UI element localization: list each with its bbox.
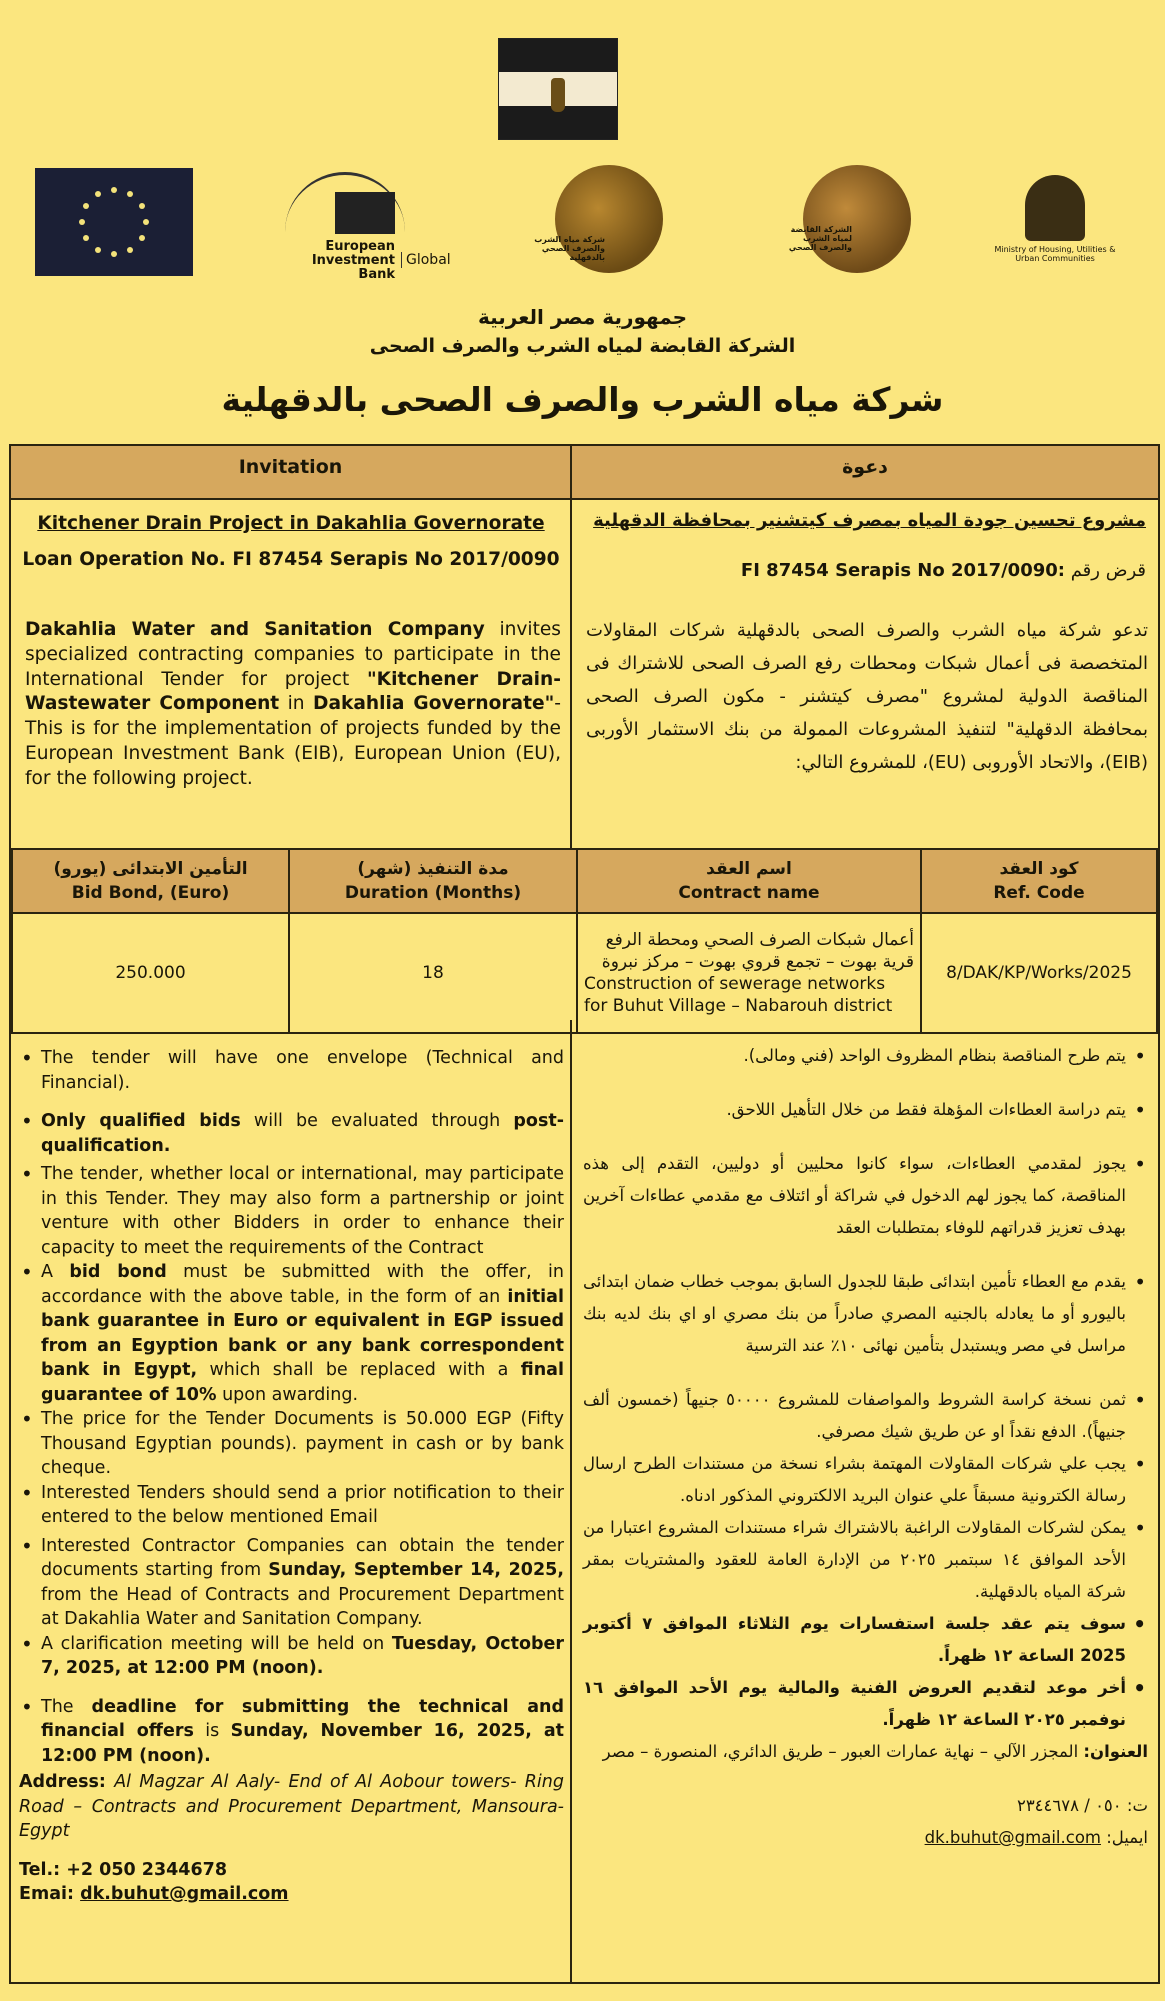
bullet-ar-1: • يتم طرح المناقصة بنظام المظروف الواحد (فني ومالى). [583,1040,1148,1072]
bullet-en-4: • A bid bond must be submitted with the offer, in accordance with the above table, in the form of an initial bank guarantee in Euro or equivalent in EGP issued from an Egyption bank or any bank correspondent bank in Egypt, which shall be replaced with a final guarantee of 10% upon awarding. [19,1260,564,1407]
invitation-label-ar: دعوة [842,456,888,478]
email-link-ar[interactable]: dk.buhut@gmail.com [924,1828,1101,1847]
ministry-housing-logo [985,175,1125,275]
intro-ar: تدعو شركة مياه الشرب والصرف الصحى بالدقهلية شركات المقاولات المتخصصة فى أعمال شبكات ومحطات رفع الصرف الصحى للاشتراك فى المناقصة الدولية لمشروع "مصرف كيتشنر - مكون الصرف الصحى بمحافظة الدقهلية" لتنفيذ المشروعات الممولة من بنك الاستثمار الأوربى (EIB)، والاتحاد الأوروبى (EU)، للمشروع التالي: [586,620,1148,773]
dakahlia-company-logo [803,165,911,273]
cell-bid-bond: 250.000 [12,913,289,1033]
holding-company-caption: شركة مياه الشرب والصرف الصحي بالدقهلية [534,235,605,262]
email-en: Emai: dk.buhut@gmail.com [19,1884,289,1904]
cell-contract-name: أعمال شبكات الصرف الصحي ومحطة الرفع قرية بهوت – تجمع قروي بهوت – مركز نبروة Construction of sewerage networks for Buhut Village – Nabarouh district [577,913,921,1033]
header-contract-name: اسم العقد Contract name [577,849,921,913]
bullet-en-8: • A clarification meeting will be held on Tuesday, October 7, 2025, at 12:00 PM (noon). [19,1632,564,1681]
cell-duration: 18 [289,913,577,1033]
bullet-en-1: • The tender will have one envelope (Technical and Financial). [19,1046,564,1095]
table-row [12,913,1157,1033]
header-line-3: شركة مياه الشرب والصرف الصحى بالدقهلية [221,380,944,419]
header-ref-code: كود العقد Ref. Code [921,849,1157,913]
bullet-en-9: • The deadline for submitting the technical and financial offers is Sunday, November 16, 2025, at 12:00 PM (noon). [19,1695,564,1769]
notice-frame [9,444,1160,1984]
header-line-2: الشركة القابضة لمياه الشرب والصرف الصحى [369,335,796,357]
invitation-label: Invitation [238,456,343,478]
eib-global: Global [401,252,451,268]
bullet-ar-6: • يجب علي شركات المقاولات المهتمة بشراء نسخة من مستندات الطرح ارسال رسالة الكترونية مسبقاً علي عنوان البريد الالكتروني المذكور ادناه. [583,1448,1148,1512]
bullet-ar-8: • سوف يتم عقد جلسة استفسارات يوم الثلاثاء الموافق ٧ أكتوبر 2025 الساعة ١٢ ظهراً. [583,1608,1148,1672]
eib-logo [275,168,455,282]
bullet-ar-9: • أخر موعد لتقديم العروض الفنية والمالية يوم الأحد الموافق ١٦ نوفمبر ٢٠٢٥ الساعة ١٢ ظهراً. [583,1672,1148,1736]
tel-en: Tel.: +2 050 2344678 [19,1859,228,1880]
bullet-en-2: • Only qualified bids will be evaluated through post-qualification. [19,1109,564,1158]
bullet-en-5: • The price for the Tender Documents is 50.000 EGP (Fifty Thousand Egyptian pounds). payment in cash or by bank cheque. [19,1407,564,1481]
eib-name: European Investment Bank [311,239,395,282]
bullet-en-3: • The tender, whether local or international, may participate in this Tender. They may also form a partnership or joint venture with other Bidders in order to enhance their capacity to meet the requirements of the Contract [19,1162,564,1260]
conditions-ar [583,1040,1148,1854]
header-bid-bond: التأمين الابتدائى (يورو) Bid Bond, (Euro) [12,849,289,913]
loan-number-en: Loan Operation No. FI 87454 Serapis No 2017/0090 [22,549,560,570]
header-line-1: جمهورية مصر العربية [477,305,688,329]
bullet-ar-7: • يمكن لشركات المقاولات الراغبة بالاشتراك شراء مستندات المشروع اعتبارا من الأحد الموافق ١٤ سبتمبر ٢٠٢٥ من الإدارة العامة للعقود والمشتريات بمقر شركة المياه بالدقهلية. [583,1512,1148,1608]
bullet-ar-3: • يجوز لمقدمي العطاءات، سواء كانوا محليين أو دوليين، التقدم إلى هذه المناقصة، كما يجوز لهم الدخول في شراكة أو ائتلاف مع مقدمي عطاءات آخرين بهدف تعزيز قدراتهم للوفاء بمتطلبات العقد [583,1148,1148,1244]
table-header-row [12,849,1157,913]
address-ar: العنوان: المجزر الآلي – نهاية عمارات العبور – طريق الدائري، المنصورة – مصر [602,1742,1148,1761]
contract-table [11,848,1158,1034]
cell-ref-code: 8/DAK/KP/Works/2025 [921,913,1157,1033]
header-duration: مدة التنفيذ (شهر) Duration (Months) [289,849,577,913]
bullet-en-7: • Interested Contractor Companies can obtain the tender documents starting from Sunday, September 14, 2025, from the Head of Contracts and Procurement Department at Dakahlia Water and Sanitation Company. [19,1534,564,1632]
email-ar: ايميل: dk.buhut@gmail.com [924,1828,1148,1847]
tel-ar: ت: ٠٥٠ / ٢٣٤٤٦٧٨ [1016,1796,1148,1815]
email-link-en[interactable]: dk.buhut@gmail.com [80,1884,289,1904]
bullet-ar-5: • ثمن نسخة كراسة الشروط والمواصفات للمشروع ٥٠٠٠٠ جنيهاً (خمسون ألف جنيهاً). الدفع نقداً او عن طريق شيك مصرفي. [583,1384,1148,1448]
loan-number-ar: قرض رقم FI 87454 Serapis No 2017/0090: [740,560,1146,581]
dakahlia-company-caption: الشركة القابضة لمياه الشرب والصرف الصحي [788,225,852,252]
project-title-ar: مشروع تحسين جودة المياه بمصرف كيتشنير بمحافظة الدقهلية [593,510,1146,531]
bullet-en-6: • Interested Tenders should send a prior notification to their entered to the below mentioned Email [19,1481,564,1530]
egypt-flag-icon [498,38,618,140]
bullet-ar-4: • يقدم مع العطاء تأمين ابتدائى طبقا للجدول السابق بموجب خطاب ضمان ابتدائى باليورو أو ما يعادله بالجنيه المصري صادراً من بنك مصري او اي بنك لديه بنك مراسل في مصر ويستبدل بتأمين نهائى ١٠٪ عند الترسية [583,1266,1148,1362]
address-en: Address: Al Magzar Al Aaly- End of Al Aobour towers- Ring Road – Contracts and Procurement Department, Mansoura- Egypt [19,1772,564,1841]
conditions-en [19,1046,564,1907]
section-header [11,446,1158,500]
ministry-caption: Ministry of Housing, Utilities & Urban Communities [994,245,1116,263]
project-title-en: Kitchener Drain Project in Dakahlia Governorate [37,513,545,534]
bullet-ar-2: • يتم دراسة العطاءات المؤهلة فقط من خلال التأهيل اللاحق. [583,1094,1148,1126]
intro-en: Dakahlia Water and Sanitation Company invites specialized contracting companies to participate in the International Tender for project "Kitchener Drain-Wastewater Component in Dakahlia Governorate"- This is for the implementation of projects funded by the European Investment Bank (EIB), European Union (EU), for the following project. [25,619,561,789]
eu-flag-icon [35,168,193,276]
eagle-icon [1025,175,1085,241]
